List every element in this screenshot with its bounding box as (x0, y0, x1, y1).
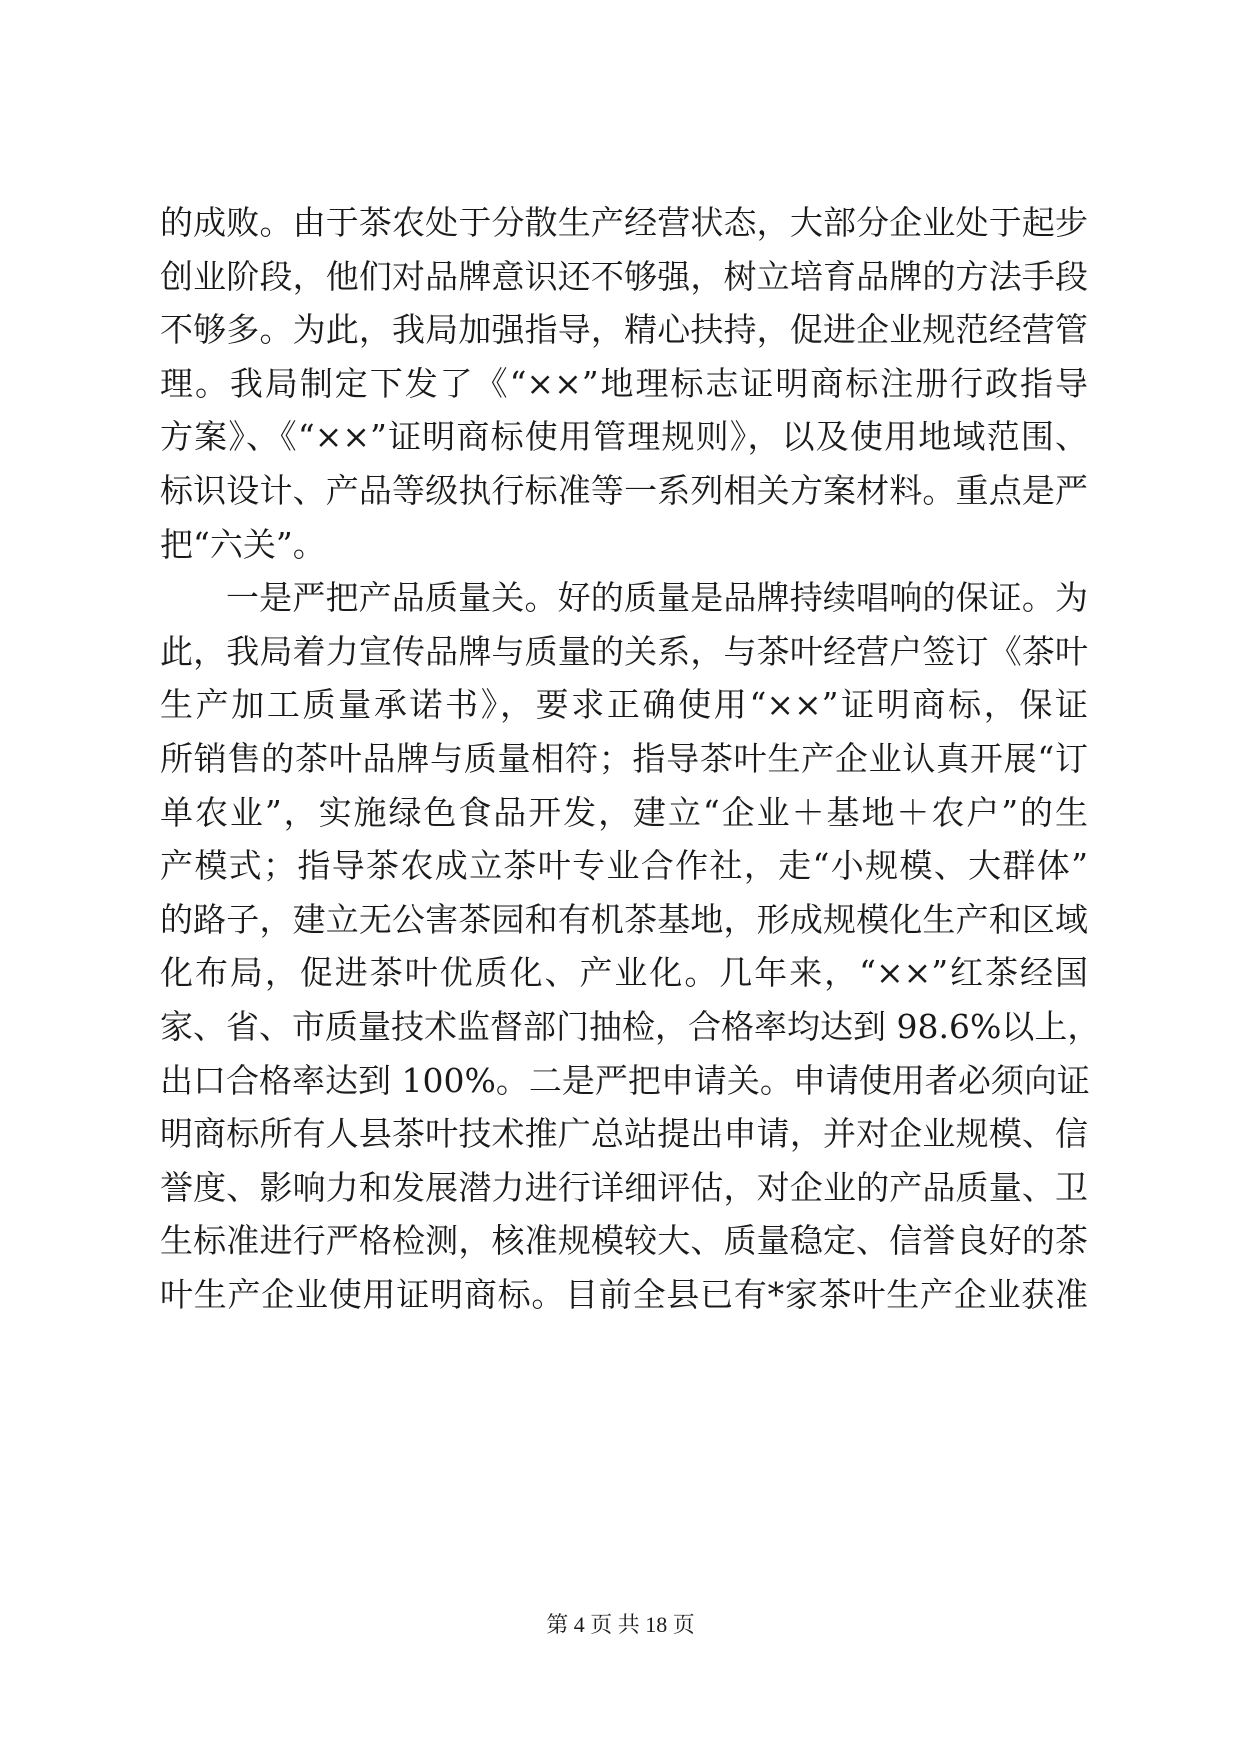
text-line: 生产加工质量承诺书》，要求正确使用“××”证明商标，保证 (160, 685, 1088, 725)
text-line: 化布局，促进茶叶优质化、产业化。几年来，“××”红茶经国 (160, 953, 1088, 993)
text-line: 生标准进行严格检测，核准规模较大、质量稳定、信誉良好的茶 (160, 1221, 1088, 1261)
text-line: 此，我局着力宣传品牌与质量的关系，与茶叶经营户签订《茶叶 (160, 631, 1088, 671)
text-line: 的路子，建立无公害茶园和有机茶基地，形成规模化生产和区域 (160, 899, 1088, 939)
text-line: 明商标所有人县茶叶技术推广总站提出申请，并对企业规模、信 (160, 1114, 1088, 1154)
text-line: 标识设计、产品等级执行标准等一系列相关方案材料。重点是严 (160, 471, 1088, 510)
text-line: 单农业”，实施绿色食品开发，建立“企业＋基地＋农户”的生 (160, 792, 1088, 832)
text-line: 理。我局制定下发了《“××”地理标志证明商标注册行政指导 (160, 363, 1088, 403)
text-line: 一是严把产品质量关。好的质量是品牌持续唱响的保证。为 (226, 578, 1088, 618)
text-line: 叶生产企业使用证明商标。目前全县已有*家茶叶生产企业获准 (160, 1275, 1088, 1314)
text-line: 誉度、影响力和发展潜力进行详细评估，对企业的产品质量、卫 (160, 1167, 1088, 1207)
text-line: 家、省、市质量技术监督部门抽检，合格率均达到 98.6%以上， (160, 1007, 1101, 1046)
text-line: 所销售的茶叶品牌与质量相符；指导茶叶生产企业认真开展“订 (160, 739, 1088, 778)
page-number-footer: 第 4 页 共 18 页 (546, 1612, 695, 1637)
text-line: 出口合格率达到 100%。二是严把申请关。申请使用者必须向证 (160, 1060, 1090, 1100)
text-line: 的成败。由于茶农处于分散生产经营状态，大部分企业处于起步 (160, 203, 1088, 242)
text-line: 不够多。为此，我局加强指导，精心扶持，促进企业规范经营管 (160, 310, 1088, 350)
text-line: 方案》、《“××”证明商标使用管理规则》，以及使用地域范围、 (160, 417, 1088, 457)
text-line: 产模式；指导茶农成立茶叶专业合作社，走“小规模、大群体” (160, 846, 1088, 886)
text-line: 创业阶段，他们对品牌意识还不够强，树立培育品牌的方法手段 (160, 256, 1088, 296)
text-line: 把“六关”。 (160, 524, 326, 564)
